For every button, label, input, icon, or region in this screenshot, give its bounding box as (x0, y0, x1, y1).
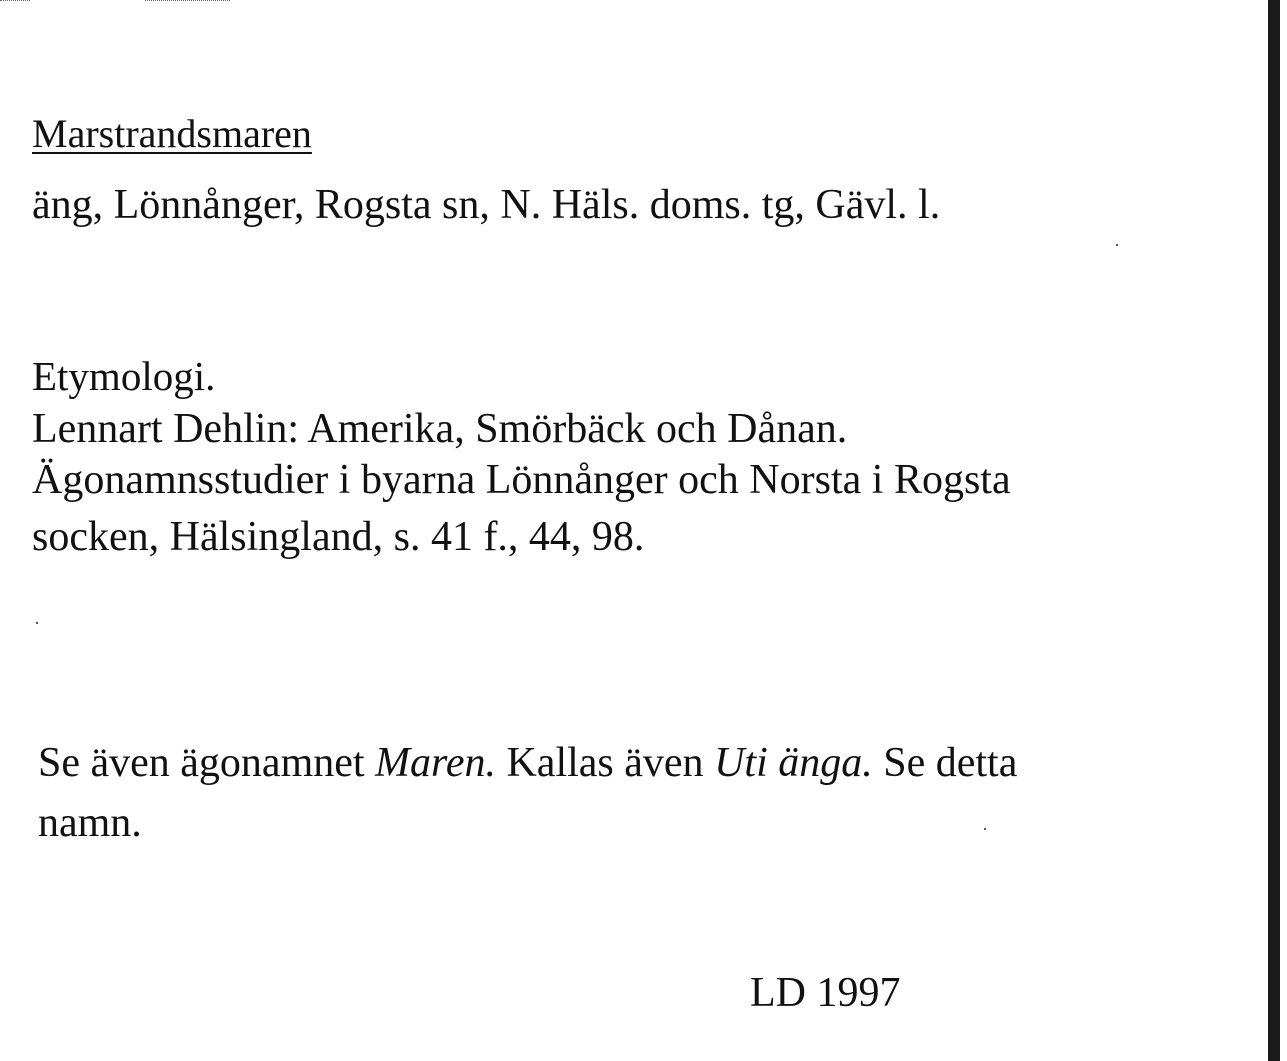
reference-line: Lennart Dehlin: Amerika, Smörbäck och Dånan. (32, 406, 848, 452)
see-also-text: Kallas även (495, 740, 715, 786)
card-edge (1268, 0, 1280, 1061)
scan-speck (1116, 244, 1118, 246)
scan-speck (36, 622, 38, 624)
scan-mark (0, 0, 30, 3)
card-margin (1280, 0, 1287, 1061)
scan-mark (145, 0, 230, 3)
etymology-heading: Etymologi. (32, 353, 216, 399)
see-also-line: namn. (38, 800, 142, 846)
see-also-text: Se detta (872, 740, 1018, 786)
author-signature: LD 1997 (750, 970, 901, 1016)
scan-speck (984, 828, 986, 830)
see-also-name: Maren. (375, 740, 496, 786)
see-also-name: Uti änga. (714, 740, 873, 786)
see-also-line (38, 742, 1017, 784)
place-name-title: Marstrandsmaren (32, 111, 312, 156)
see-also-text: Se även ägonamnet (38, 740, 376, 786)
reference-line: socken, Hälsingland, s. 41 f., 44, 98. (32, 514, 645, 560)
place-description: äng, Lönnånger, Rogsta sn, N. Häls. doms. tg, Gävl. l. (32, 182, 941, 228)
reference-line: Ägonamnsstudier i byarna Lönnånger och Norsta i Rogsta (32, 457, 1011, 503)
